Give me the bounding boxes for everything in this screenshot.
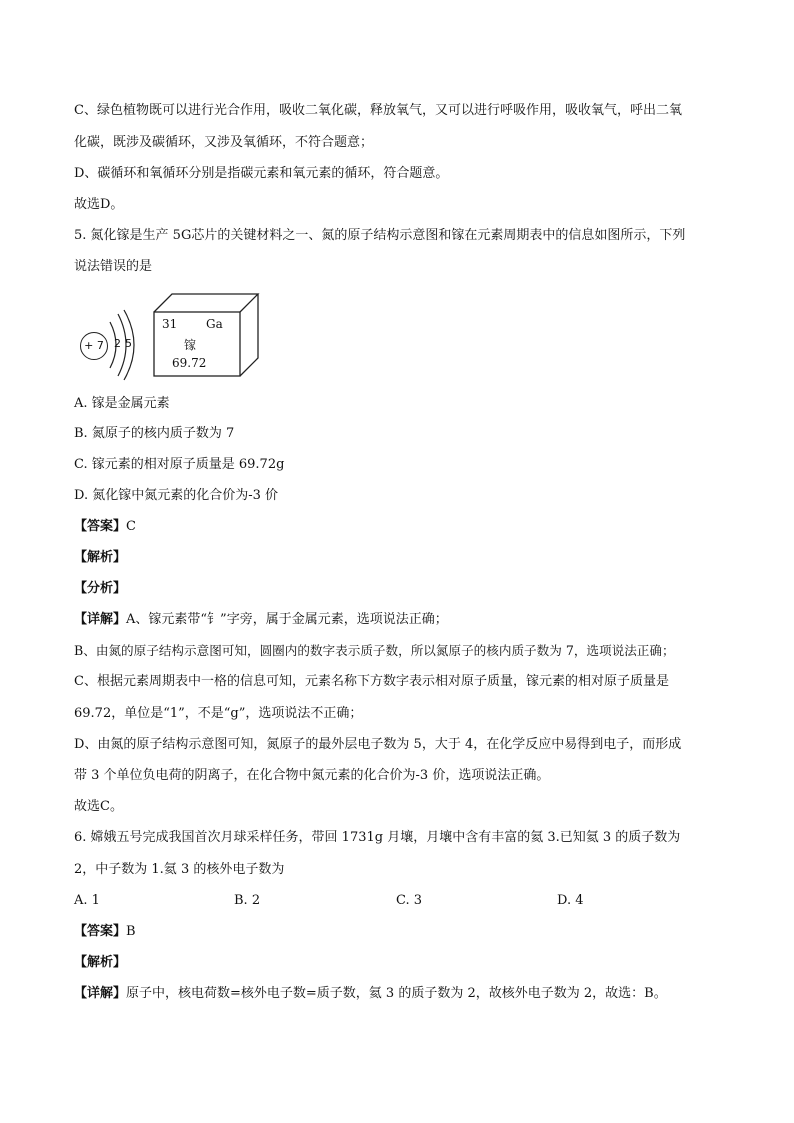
q6-stem-line-1: 6. 嫦娥五号完成我国首次月球采样任务，带回 1731g 月壤，月壤中含有丰富的氦 3.已知氦 3 的质子数为: [74, 830, 681, 845]
analysis-tag: 【解析】: [74, 550, 127, 565]
detail-text: 原子中，核电荷数=核外电子数=质子数，氦 3 的质子数为 2，故核外电子数为 2，故选：B。: [126, 986, 667, 1001]
cube-top-face: [154, 294, 258, 312]
q6-option-a: A. 1: [74, 893, 100, 908]
q6-stem-line-2: 2，中子数为 1.氦 3 的核外电子数为: [74, 862, 285, 877]
element-symbol: Ga: [206, 317, 223, 331]
q5-detail-d-line-1: D、由氮的原子结构示意图可知，氮原子的最外层电子数为 5，大于 4，在化学反应中易得到电子，而形成: [74, 737, 682, 752]
q5-figure: [74, 290, 274, 382]
q5-detail-d-line-2: 带 3 个单位负电荷的阴离子，在化合物中氮元素的化合价为-3 价，选项说法正确。: [74, 768, 550, 783]
q5-stem-line-1: 5. 氮化镓是生产 5G芯片的关键材料之一、氮的原子结构示意图和镓在元素周期表中的信息如图所示，下列: [74, 228, 686, 243]
q6-option-b: B. 2: [234, 893, 261, 908]
q5-stem-line-2: 说法错误的是: [74, 259, 153, 274]
atomic-number: 31: [162, 317, 178, 331]
q4-c-option-line-2: 化碳，既涉及碳循环，又涉及氧循环，不符合题意；: [74, 135, 374, 150]
q6-option-d: D. 4: [557, 893, 584, 908]
q5-option-c: C. 镓元素的相对原子质量是 69.72g: [74, 457, 285, 472]
shell-1-electrons: 2: [114, 337, 121, 350]
nitrogen-nucleus: + 7: [80, 332, 108, 360]
cube-side-face: [240, 294, 258, 376]
q6-answer: [74, 922, 724, 942]
q5-fenxi-heading: [74, 579, 724, 599]
q5-answer: [74, 517, 724, 537]
analysis-tag: 【解析】: [74, 955, 127, 970]
q6-option-c: C. 3: [396, 893, 423, 908]
q5-detail-a: [74, 610, 724, 630]
answer-value: B: [126, 924, 136, 939]
q5-choice: 故选C。: [74, 799, 123, 814]
q5-detail-b: B、由氮的原子结构示意图可知，圆圈内的数字表示质子数，所以氮原子的核内质子数为 7，选项说法正确；: [74, 643, 675, 658]
shell-2-electrons: 5: [125, 337, 132, 350]
detail-tag: 【详解】: [74, 986, 127, 1001]
q5-detail-c-line-2: 69.72，单位是“1”，不是“g”，选项说法不正确；: [74, 706, 363, 721]
answer-value: C: [126, 519, 136, 534]
q4-c-option-line-1: C、绿色植物既可以进行光合作用，吸收二氧化碳，释放氧气，又可以进行呼吸作用，吸收氧气，呼出二氧: [74, 103, 682, 118]
q5-option-a: A. 镓是金属元素: [74, 396, 170, 411]
element-name: 镓: [184, 338, 197, 352]
detail-a-text: A、镓元素带“钅”字旁，属于金属元素，选项说法正确；: [126, 612, 448, 627]
q4-choice: 故选D。: [74, 197, 124, 212]
q6-analysis-heading: [74, 953, 724, 973]
q5-analysis-heading: [74, 548, 724, 568]
q4-d-option: D、碳循环和氧循环分别是指碳元素和氧元素的循环，符合题意。: [74, 166, 449, 181]
q5-option-d: D. 氮化镓中氮元素的化合价为-3 价: [74, 488, 279, 503]
q5-detail-c-line-1: C、根据元素周期表中一格的信息可知，元素名称下方数字表示相对原子质量，镓元素的相对原子质量是: [74, 674, 669, 689]
detail-tag: 【详解】: [74, 612, 127, 627]
q5-option-b: B. 氮原子的核内质子数为 7: [74, 426, 235, 441]
answer-tag: 【答案】: [74, 924, 127, 939]
q6-detail: [74, 984, 724, 1004]
answer-tag: 【答案】: [74, 519, 127, 534]
relative-atomic-mass: 69.72: [172, 356, 207, 370]
fenxi-tag: 【分析】: [74, 581, 127, 596]
